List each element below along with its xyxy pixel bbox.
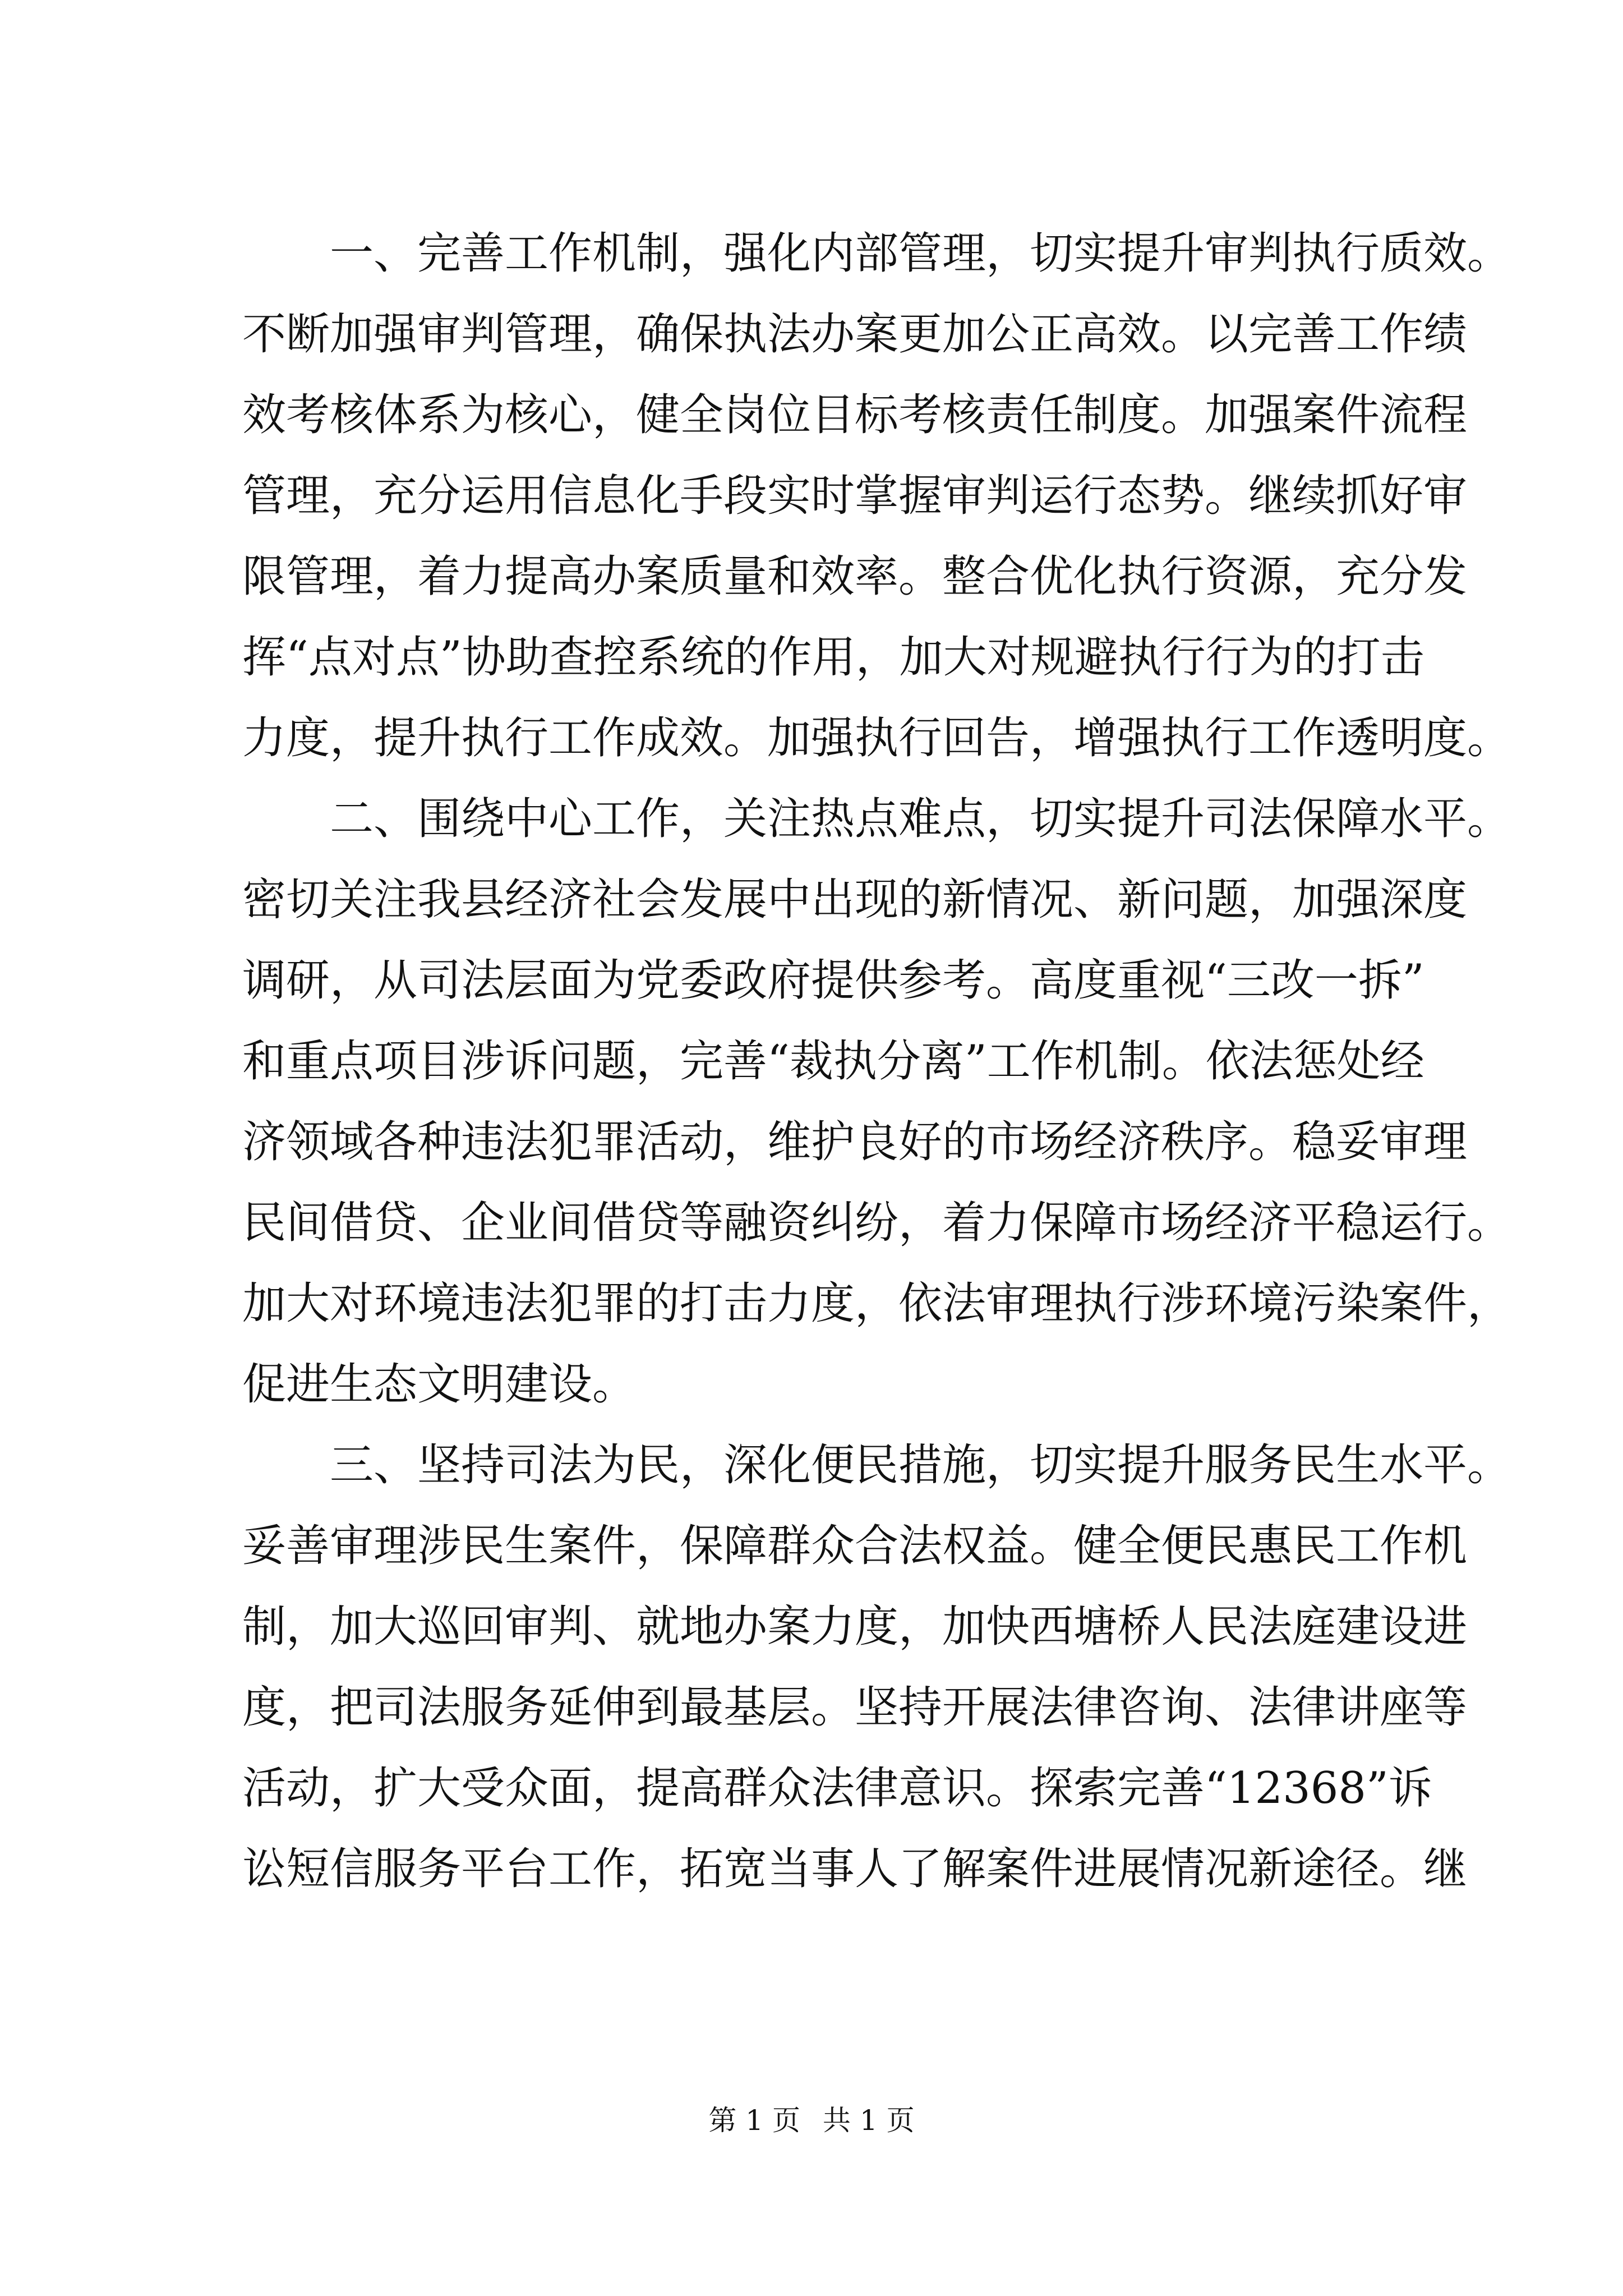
- paragraph-2-line-2: 密切关注我县经济社会发展中出现的新情况、新问题，加强深度: [242, 875, 1468, 925]
- page-number: 第 1 页: [708, 2104, 800, 2137]
- paragraph-3-line-3: 制，加大巡回审判、就地办案力度，加快西塘桥人民法庭建设进: [242, 1602, 1468, 1652]
- paragraph-1-line-6: 挥“点对点”协助查控系统的作用，加大对规避执行行为的打击: [242, 632, 1424, 683]
- paragraph-2-line-1: 二、围绕中心工作，关注热点难点，切实提升司法保障水平。: [330, 794, 1511, 844]
- document-body: [242, 213, 1511, 1910]
- paragraph-2-line-7: 加大对环境违法犯罪的打击力度，依法审理执行涉环境污染案件，: [242, 1278, 1511, 1329]
- page-footer: [0, 2104, 1623, 2137]
- paragraph-1-line-3: 效考核体系为核心，健全岗位目标考核责任制度。加强案件流程: [242, 390, 1468, 440]
- paragraph-2-line-8: 促进生态文明建设。: [242, 1359, 637, 1410]
- paragraph-2-line-5: 济领域各种违法犯罪活动，维护良好的市场经济秩序。稳妥审理: [242, 1117, 1468, 1167]
- paragraph-2-line-3: 调研，从司法层面为党委政府提供参考。高度重视“三改一拆”: [242, 955, 1424, 1006]
- paragraph-3-line-5: 活动，扩大受众面，提高群众法律意识。探索完善“12368”诉: [242, 1763, 1432, 1814]
- paragraph-1-line-2: 不断加强审判管理，确保执法办案更加公正高效。以完善工作绩: [242, 309, 1468, 360]
- paragraph-3-line-6: 讼短信服务平台工作，拓宽当事人了解案件进展情况新途径。继: [242, 1844, 1468, 1894]
- paragraph-3-line-2: 妥善审理涉民生案件，保障群众合法权益。健全便民惠民工作机: [242, 1521, 1468, 1571]
- paragraph-1-line-4: 管理，充分运用信息化手段实时掌握审判运行态势。继续抓好审: [242, 471, 1468, 521]
- paragraph-2-line-4: 和重点项目涉诉问题，完善“裁执分离”工作机制。依法惩处经: [242, 1036, 1424, 1087]
- paragraph-1-line-5: 限管理，着力提高办案质量和效率。整合优化执行资源，充分发: [242, 551, 1468, 602]
- paragraph-1-line-1: 一、完善工作机制，强化内部管理，切实提升审判执行质效。: [330, 228, 1511, 279]
- paragraph-2-line-6: 民间借贷、企业间借贷等融资纠纷，着力保障市场经济平稳运行。: [242, 1198, 1511, 1248]
- paragraph-1-line-7: 力度，提升执行工作成效。加强执行回告，增强执行工作透明度。: [242, 713, 1511, 763]
- paragraph-3-line-1: 三、坚持司法为民，深化便民措施，切实提升服务民生水平。: [330, 1440, 1511, 1490]
- paragraph-3-line-4: 度，把司法服务延伸到最基层。坚持开展法律咨询、法律讲座等: [242, 1682, 1468, 1733]
- page-total: 共 1 页: [823, 2104, 915, 2137]
